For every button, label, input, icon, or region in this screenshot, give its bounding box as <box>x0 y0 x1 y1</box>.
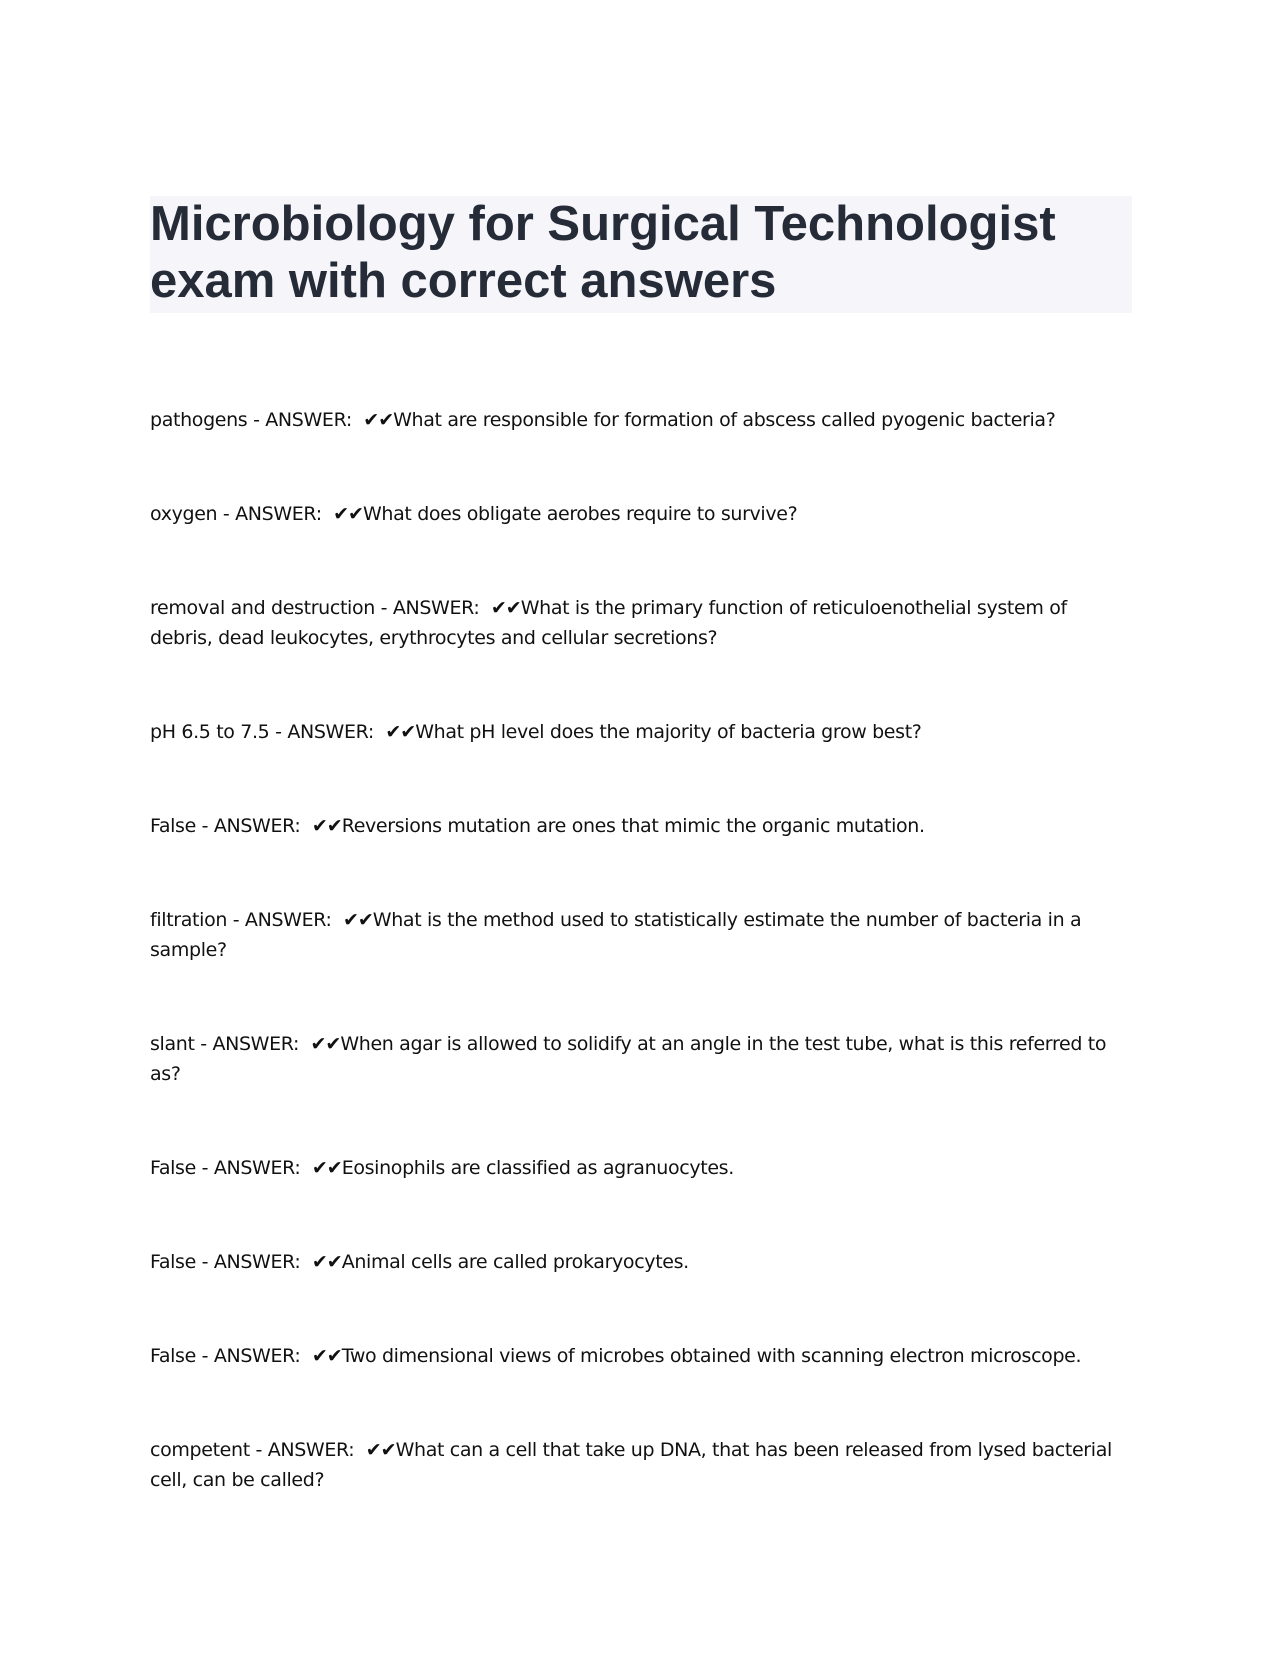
qa-item <box>150 499 1132 529</box>
qa-item <box>150 405 1132 435</box>
check-mark-icon: ✔✔ <box>311 815 342 837</box>
check-mark-icon: ✔✔ <box>365 1439 396 1461</box>
check-mark-icon: ✔✔ <box>311 1345 342 1367</box>
check-mark-icon: ✔✔ <box>385 721 416 743</box>
qa-answer: False <box>150 815 196 837</box>
qa-separator: - ANSWER: <box>194 1033 311 1055</box>
check-mark-icon: ✔✔ <box>311 1251 342 1273</box>
qa-question: What does obligate aerobes require to survive? <box>362 503 798 525</box>
qa-separator: - ANSWER: <box>269 721 386 743</box>
qa-item <box>150 1341 1132 1371</box>
qa-separator: - ANSWER: <box>217 503 334 525</box>
qa-question: What pH level does the majority of bacteria grow best? <box>415 721 922 743</box>
check-mark-icon: ✔✔ <box>490 597 521 619</box>
qa-separator: - ANSWER: <box>195 1157 312 1179</box>
qa-question: What are responsible for formation of abscess called pyogenic bacteria? <box>393 409 1056 431</box>
qa-item <box>150 593 1132 653</box>
qa-question: Eosinophils are classified as agranuocytes. <box>341 1157 734 1179</box>
qa-item <box>150 1153 1132 1183</box>
qa-item <box>150 905 1132 965</box>
qa-list <box>150 405 1132 1559</box>
qa-question: Reversions mutation are ones that mimic the organic mutation. <box>341 815 925 837</box>
page-title: Microbiology for Surgical Technologist exam with correct answers <box>150 197 1056 308</box>
qa-item <box>150 811 1132 841</box>
qa-answer: False <box>150 1251 196 1273</box>
qa-answer: removal and destruction <box>150 597 375 619</box>
qa-question: What is the primary function of reticuloenothelial system of debris, dead leukocytes, erythrocytes and cellular secretions? <box>150 597 1067 649</box>
qa-answer: slant <box>150 1033 195 1055</box>
qa-answer: pH 6.5 to 7.5 <box>150 721 270 743</box>
qa-separator: - ANSWER: <box>374 597 491 619</box>
qa-answer: False <box>150 1345 196 1367</box>
check-mark-icon: ✔✔ <box>363 409 394 431</box>
qa-item <box>150 1029 1132 1089</box>
qa-answer: competent <box>150 1439 250 1461</box>
title-block <box>150 196 1132 313</box>
document-page <box>150 0 1132 1656</box>
qa-separator: - ANSWER: <box>195 1345 312 1367</box>
qa-item <box>150 1435 1132 1495</box>
qa-separator: - ANSWER: <box>195 1251 312 1273</box>
qa-item <box>150 1247 1132 1277</box>
qa-answer: oxygen <box>150 503 218 525</box>
qa-question: When agar is allowed to solidify at an angle in the test tube, what is this referred to as? <box>150 1033 1107 1085</box>
check-mark-icon: ✔✔ <box>310 1033 341 1055</box>
check-mark-icon: ✔✔ <box>342 909 373 931</box>
qa-question: What is the method used to statistically estimate the number of bacteria in a sample? <box>150 909 1082 961</box>
qa-answer: pathogens <box>150 409 248 431</box>
check-mark-icon: ✔✔ <box>333 503 363 525</box>
qa-item <box>150 717 1132 747</box>
qa-separator: - ANSWER: <box>195 815 312 837</box>
check-mark-icon: ✔✔ <box>311 1157 342 1179</box>
qa-separator: - ANSWER: <box>227 909 343 931</box>
qa-question: Two dimensional views of microbes obtained with scanning electron microscope. <box>341 1345 1082 1367</box>
qa-answer: False <box>150 1157 196 1179</box>
qa-question: Animal cells are called prokaryocytes. <box>341 1251 689 1273</box>
qa-question: What can a cell that take up DNA, that has been released from lysed bacterial cell, can be called? <box>150 1439 1112 1491</box>
qa-separator: - ANSWER: <box>247 409 364 431</box>
qa-separator: - ANSWER: <box>249 1439 366 1461</box>
qa-answer: filtration <box>150 909 228 931</box>
